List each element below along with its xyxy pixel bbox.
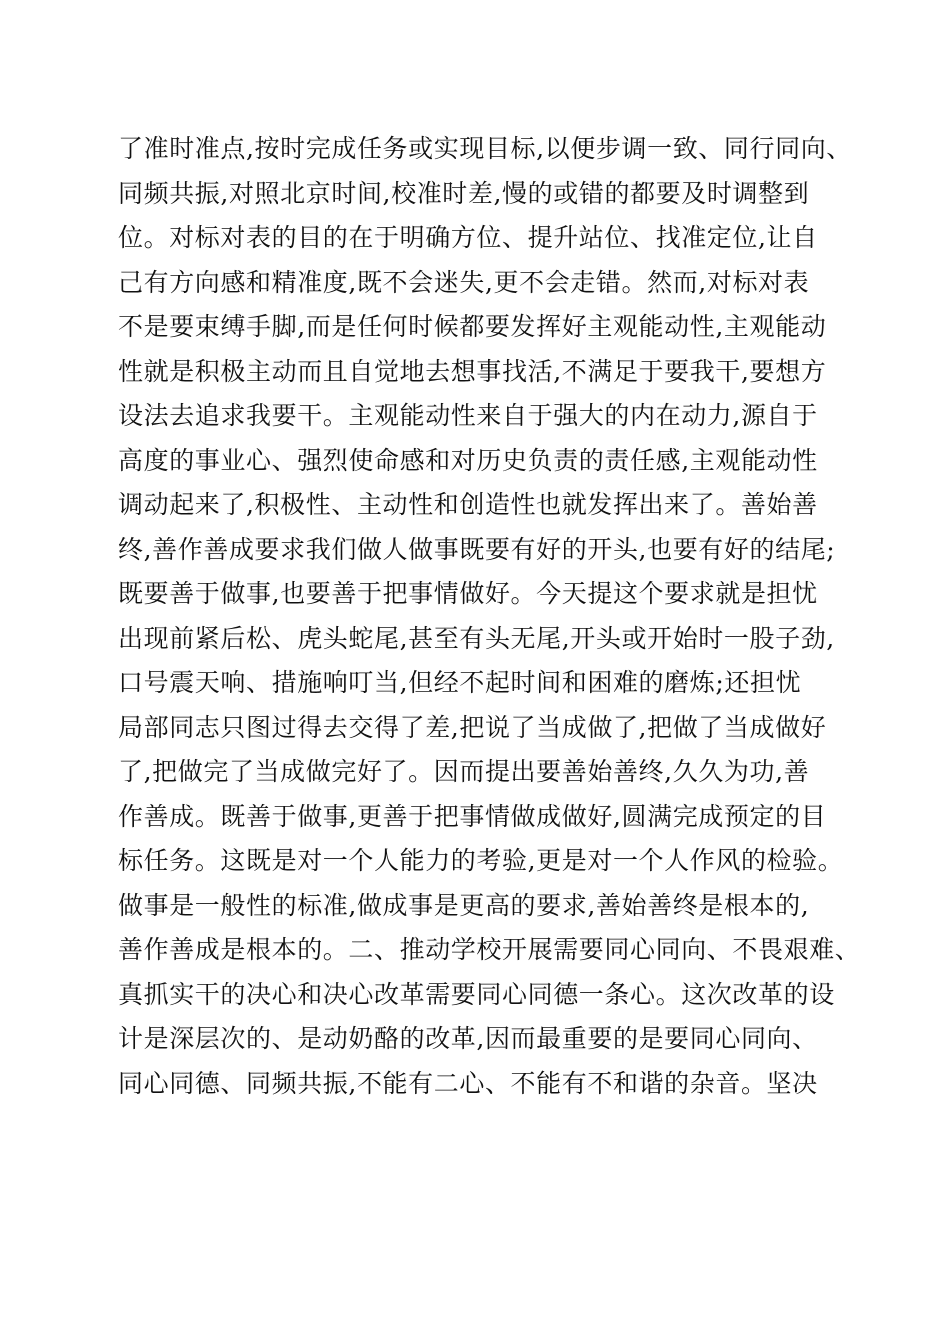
text-line: 了准时准点,按时完成任务或实现目标,以便步调一致、同行同向、 xyxy=(118,134,852,163)
text-line: 性就是积极主动而且自觉地去想事找活,不满足于要我干,要想方 xyxy=(118,356,827,386)
text-line: 同频共振,对照北京时间,校准时差,慢的或错的都要及时调整到 xyxy=(118,178,810,208)
text-line: 真抓实干的决心和决心改革需要同心同德一条心。这次改革的设 xyxy=(118,979,835,1009)
text-line: 善作善成是根本的。二、推动学校开展需要同心同向、不畏艰难、 xyxy=(118,935,861,964)
body-text xyxy=(118,127,861,1106)
text-line: 调动起来了,积极性、主动性和创造性也就发挥出来了。善始善 xyxy=(118,490,818,519)
text-line: 作善成。既善于做事,更善于把事情做成做好,圆满完成预定的目 xyxy=(118,801,827,831)
text-line: 标任务。这既是对一个人能力的考验,更是对一个人作风的检验。 xyxy=(118,846,844,875)
text-line: 位。对标对表的目的在于明确方位、提升站位、找准定位,让自 xyxy=(118,223,818,252)
text-line: 局部同志只图过得去交得了差,把说了当成做了,把做了当成做好 xyxy=(118,712,827,742)
text-line: 终,善作善成要求我们做人做事既要有好的开头,也要有好的结尾; xyxy=(118,534,836,564)
text-line: 高度的事业心、强烈使命感和对历史负责的责任感,主观能动性 xyxy=(118,445,818,475)
text-line: 了,把做完了当成做完好了。因而提出要善始善终,久久为功,善 xyxy=(118,757,810,786)
text-line: 口号震天响、措施响叮当,但经不起时间和困难的磨炼;还担忧 xyxy=(118,668,802,697)
text-line: 同心同德、同频共振,不能有二心、不能有不和谐的杂音。坚决 xyxy=(118,1068,818,1098)
text-line: 己有方向感和精准度,既不会迷失,更不会走错。然而,对标对表 xyxy=(118,267,810,297)
text-line: 既要善于做事,也要善于把事情做好。今天提这个要求就是担忧 xyxy=(118,579,818,608)
text-line: 做事是一般性的标准,做成事是更高的要求,善始善终是根本的, xyxy=(118,890,810,920)
text-line: 不是要束缚手脚,而是任何时候都要发挥好主观能动性,主观能动 xyxy=(118,312,827,341)
text-line: 出现前紧后松、虎头蛇尾,甚至有头无尾,开头或开始时一股子劲, xyxy=(118,623,835,653)
text-line: 设法去追求我要干。主观能动性来自于强大的内在动力,源自于 xyxy=(118,401,818,430)
text-line: 计是深层次的、是动奶酪的改革,因而最重要的是要同心同向、 xyxy=(118,1024,818,1053)
